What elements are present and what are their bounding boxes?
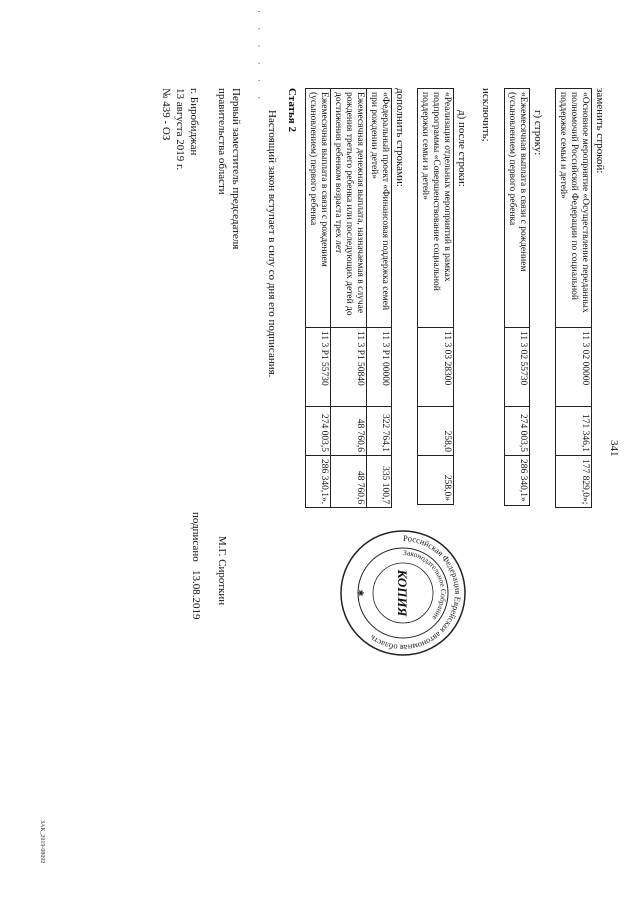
cell-name: Ежемесячная выплата в связи с рождением (усыновлением) первого ребенка <box>306 89 331 328</box>
cell-value-2021: 48 760,6 <box>331 456 367 508</box>
law-number: № 439 - ОЗ <box>160 88 172 141</box>
signer-position-line1: Первый заместитель председателя <box>230 88 242 250</box>
cell-code: 11 3 02 55730 <box>505 328 530 407</box>
section-exclude: исключить; <box>480 88 492 142</box>
table-row <box>331 89 367 508</box>
table-row <box>418 89 454 505</box>
table-d-row <box>417 88 454 505</box>
seal-star-icon: ✱ <box>356 589 365 597</box>
cell-name: Ежемесячная денежная выплата, назначаемая в случае рождения третьего ребенка или последующих детей до достижения ребенком возраста трех лет <box>331 89 367 328</box>
signer-name: М.Г. Сироткин <box>216 536 228 606</box>
cell-value-2021: 286 340,1» <box>505 456 530 506</box>
seal-copy-label: КОПИЯ <box>395 569 410 617</box>
table-g-row <box>504 88 530 506</box>
section-label-g: г) строку: <box>532 110 544 156</box>
cell-value-2020: 322 764,1 <box>367 407 392 456</box>
city: г. Биробиджан <box>188 88 200 156</box>
section-label-replace: заменить строкой: <box>594 88 606 174</box>
table-replace-row <box>555 88 592 508</box>
cell-code: 11 3 03 28300 <box>418 328 454 407</box>
table-add-rows <box>305 88 392 508</box>
cell-code: 11 3 02 00000 <box>556 328 592 407</box>
section-label-d: д) после строки: <box>456 110 468 187</box>
cell-name: «Федеральный проект «Финансовая поддержка семей при рождении детей» <box>367 89 392 328</box>
cell-value-2021: 258,0» <box>418 456 454 505</box>
cell-value-2020: 274 003,5 <box>505 407 530 456</box>
table-row <box>306 89 331 508</box>
signed-word: подписано <box>190 512 202 562</box>
signed-date: 13.08.2019 <box>190 570 202 620</box>
seal-graphic <box>338 528 468 658</box>
cell-code: 11 3 P1 55730 <box>306 328 331 407</box>
cell-name: «Реализация отдельных мероприятий в рамках подпрограммы «Совершенствование социальной поддержки семьи и детей» <box>418 89 454 328</box>
seal-outer-text: Российская Федерация Еврейская автономная область <box>367 532 464 654</box>
seal-inner-text: Законодательное Собрание <box>402 547 449 623</box>
scan-dots: · · · · · · <box>254 10 264 106</box>
table-row <box>367 89 392 508</box>
footer-code: ЗАК_2019-08092 <box>39 820 45 864</box>
law-date: 13 августа 2019 г. <box>174 88 186 171</box>
cell-name: «Ежемесячная выплата в связи с рождением (усыновлением) первого ребенка <box>505 89 530 328</box>
cell-name: «Основное мероприятие «Осуществление переданных полномочий Российской Федерации по социальной поддержке семьи и детей» <box>556 89 592 328</box>
article-text: Настоящий закон вступает в силу со дня его подписания. <box>266 110 278 378</box>
signer-position-line2: правительства области <box>216 88 228 195</box>
cell-value-2020: 274 003,5 <box>306 407 331 456</box>
cell-value-2020: 258,0 <box>418 407 454 456</box>
cell-value-2021: 177 829,0»; <box>556 456 592 508</box>
table-row <box>556 89 592 508</box>
cell-value-2020: 48 760,6 <box>331 407 367 456</box>
cell-code: 11 3 P1 00000 <box>367 328 392 407</box>
cell-value-2021: 335 100,7 <box>367 456 392 508</box>
article-title: Статья 2 <box>286 88 298 132</box>
table-row <box>505 89 530 506</box>
cell-code: 11 3 P1 50840 <box>331 328 367 407</box>
cell-value-2021: 286 340,1». <box>306 456 331 508</box>
page-number: 341 <box>608 440 620 457</box>
section-label-add: дополнить строками: <box>394 88 406 187</box>
official-seal <box>338 528 468 658</box>
cell-value-2020: 171 346,1 <box>556 407 592 456</box>
